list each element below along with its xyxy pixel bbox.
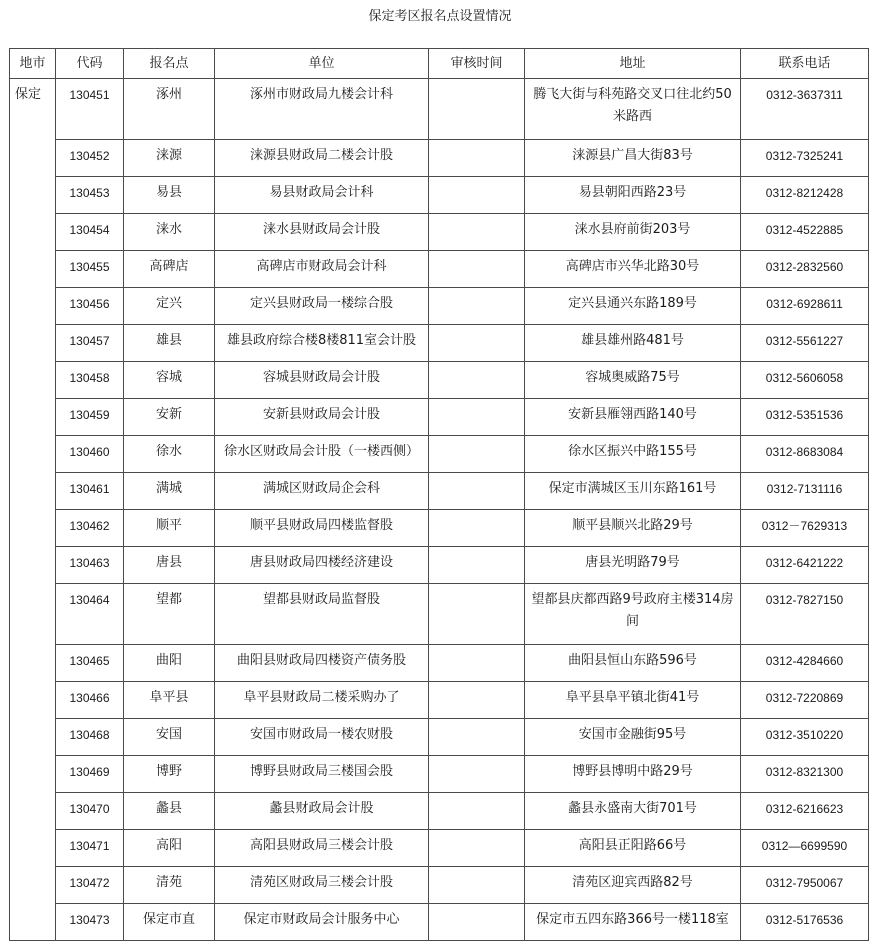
code-cell: 130455 bbox=[56, 251, 124, 288]
phone-cell: 0312-5561227 bbox=[741, 325, 869, 362]
address-cell: 涞水县府前街203号 bbox=[525, 214, 741, 251]
review-time-cell bbox=[429, 251, 525, 288]
review-time-cell bbox=[429, 645, 525, 682]
table-row bbox=[10, 867, 869, 904]
unit-cell: 容城县财政局会计股 bbox=[215, 362, 429, 399]
code-cell: 130462 bbox=[56, 510, 124, 547]
code-cell: 130469 bbox=[56, 756, 124, 793]
site-cell: 安新 bbox=[124, 399, 215, 436]
phone-cell: 0312-8683084 bbox=[741, 436, 869, 473]
table-row bbox=[10, 682, 869, 719]
table-row bbox=[10, 547, 869, 584]
phone-cell: 0312-4522885 bbox=[741, 214, 869, 251]
review-time-cell bbox=[429, 867, 525, 904]
code-cell: 130466 bbox=[56, 682, 124, 719]
unit-cell: 顺平县财政局四楼监督股 bbox=[215, 510, 429, 547]
header-row bbox=[10, 49, 869, 79]
code-cell: 130464 bbox=[56, 584, 124, 645]
phone-cell: 0312-5351536 bbox=[741, 399, 869, 436]
site-cell: 易县 bbox=[124, 177, 215, 214]
phone-cell: 0312-5606058 bbox=[741, 362, 869, 399]
phone-cell: 0312-7827150 bbox=[741, 584, 869, 645]
address-cell: 阜平县阜平镇北街41号 bbox=[525, 682, 741, 719]
phone-cell: 0312—6699590 bbox=[741, 830, 869, 867]
unit-cell: 涿州市财政局九楼会计科 bbox=[215, 79, 429, 140]
unit-cell: 涞水县财政局会计股 bbox=[215, 214, 429, 251]
table-row bbox=[10, 584, 869, 645]
address-cell: 高阳县正阳路66号 bbox=[525, 830, 741, 867]
code-cell: 130454 bbox=[56, 214, 124, 251]
address-cell: 易县朝阳西路23号 bbox=[525, 177, 741, 214]
phone-cell: 0312-6216623 bbox=[741, 793, 869, 830]
address-cell: 保定市满城区玉川东路161号 bbox=[525, 473, 741, 510]
table-row bbox=[10, 399, 869, 436]
site-cell: 望都 bbox=[124, 584, 215, 645]
code-cell: 130451 bbox=[56, 79, 124, 140]
column-header-code: 代码 bbox=[56, 49, 124, 79]
page-title: 保定考区报名点设置情况 bbox=[368, 9, 512, 24]
unit-cell: 蠡县财政局会计股 bbox=[215, 793, 429, 830]
review-time-cell bbox=[429, 436, 525, 473]
code-cell: 130472 bbox=[56, 867, 124, 904]
table-row bbox=[10, 510, 869, 547]
site-cell: 阜平县 bbox=[124, 682, 215, 719]
address-cell: 雄县雄州路481号 bbox=[525, 325, 741, 362]
phone-cell: 0312-5176536 bbox=[741, 904, 869, 941]
unit-cell: 满城区财政局企会科 bbox=[215, 473, 429, 510]
code-cell: 130473 bbox=[56, 904, 124, 941]
review-time-cell bbox=[429, 399, 525, 436]
address-cell: 容城奥威路75号 bbox=[525, 362, 741, 399]
review-time-cell bbox=[429, 510, 525, 547]
review-time-cell bbox=[429, 682, 525, 719]
address-cell: 博野县博明中路29号 bbox=[525, 756, 741, 793]
address-cell: 曲阳县恒山东路596号 bbox=[525, 645, 741, 682]
column-header-city: 地市 bbox=[10, 49, 56, 79]
address-cell: 保定市五四东路366号一楼118室 bbox=[525, 904, 741, 941]
unit-cell: 阜平县财政局二楼采购办了 bbox=[215, 682, 429, 719]
phone-cell: 0312-8321300 bbox=[741, 756, 869, 793]
code-cell: 130458 bbox=[56, 362, 124, 399]
column-header-address: 地址 bbox=[525, 49, 741, 79]
site-cell: 涞源 bbox=[124, 140, 215, 177]
unit-cell: 高碑店市财政局会计科 bbox=[215, 251, 429, 288]
unit-cell: 定兴县财政局一楼综合股 bbox=[215, 288, 429, 325]
table-row bbox=[10, 830, 869, 867]
phone-cell: 0312-3510220 bbox=[741, 719, 869, 756]
address-cell: 唐县光明路79号 bbox=[525, 547, 741, 584]
phone-cell: 0312-7950067 bbox=[741, 867, 869, 904]
unit-cell: 清苑区财政局三楼会计股 bbox=[215, 867, 429, 904]
review-time-cell bbox=[429, 177, 525, 214]
site-cell: 容城 bbox=[124, 362, 215, 399]
table-row bbox=[10, 904, 869, 941]
address-cell: 安新县雁翎西路140号 bbox=[525, 399, 741, 436]
phone-cell: 0312－7629313 bbox=[741, 510, 869, 547]
code-cell: 130465 bbox=[56, 645, 124, 682]
site-cell: 定兴 bbox=[124, 288, 215, 325]
address-cell: 定兴县通兴东路189号 bbox=[525, 288, 741, 325]
site-cell: 涞水 bbox=[124, 214, 215, 251]
phone-cell: 0312-4284660 bbox=[741, 645, 869, 682]
table-row bbox=[10, 288, 869, 325]
site-cell: 安国 bbox=[124, 719, 215, 756]
review-time-cell bbox=[429, 584, 525, 645]
unit-cell: 博野县财政局三楼国会股 bbox=[215, 756, 429, 793]
code-cell: 130452 bbox=[56, 140, 124, 177]
site-cell: 唐县 bbox=[124, 547, 215, 584]
unit-cell: 涞源县财政局二楼会计股 bbox=[215, 140, 429, 177]
phone-cell: 0312-6421222 bbox=[741, 547, 869, 584]
unit-cell: 高阳县财政局三楼会计股 bbox=[215, 830, 429, 867]
phone-cell: 0312-7220869 bbox=[741, 682, 869, 719]
address-cell: 蠡县永盛南大街701号 bbox=[525, 793, 741, 830]
unit-cell: 望都县财政局监督股 bbox=[215, 584, 429, 645]
table-row bbox=[10, 140, 869, 177]
table-row bbox=[10, 325, 869, 362]
review-time-cell bbox=[429, 140, 525, 177]
review-time-cell bbox=[429, 793, 525, 830]
site-cell: 曲阳 bbox=[124, 645, 215, 682]
unit-cell: 保定市财政局会计服务中心 bbox=[215, 904, 429, 941]
phone-cell: 0312-7325241 bbox=[741, 140, 869, 177]
unit-cell: 徐水区财政局会计股（一楼西侧） bbox=[215, 436, 429, 473]
address-cell: 高碑店市兴华北路30号 bbox=[525, 251, 741, 288]
code-cell: 130453 bbox=[56, 177, 124, 214]
site-cell: 满城 bbox=[124, 473, 215, 510]
address-cell: 安国市金融街95号 bbox=[525, 719, 741, 756]
unit-cell: 唐县财政局四楼经济建设 bbox=[215, 547, 429, 584]
code-cell: 130468 bbox=[56, 719, 124, 756]
review-time-cell bbox=[429, 288, 525, 325]
review-time-cell bbox=[429, 547, 525, 584]
site-cell: 高碑店 bbox=[124, 251, 215, 288]
unit-cell: 雄县政府综合楼8楼811室会计股 bbox=[215, 325, 429, 362]
table-row bbox=[10, 214, 869, 251]
code-cell: 130471 bbox=[56, 830, 124, 867]
review-time-cell bbox=[429, 79, 525, 140]
address-cell: 徐水区振兴中路155号 bbox=[525, 436, 741, 473]
table-row bbox=[10, 79, 869, 140]
code-cell: 130460 bbox=[56, 436, 124, 473]
column-header-phone: 联系电话 bbox=[741, 49, 869, 79]
code-cell: 130470 bbox=[56, 793, 124, 830]
table-row bbox=[10, 251, 869, 288]
table-row bbox=[10, 436, 869, 473]
site-cell: 清苑 bbox=[124, 867, 215, 904]
code-cell: 130459 bbox=[56, 399, 124, 436]
phone-cell: 0312-8212428 bbox=[741, 177, 869, 214]
review-time-cell bbox=[429, 214, 525, 251]
address-cell: 望都县庆都西路9号政府主楼314房间 bbox=[525, 584, 741, 645]
site-cell: 保定市直 bbox=[124, 904, 215, 941]
address-cell: 涞源县广昌大街83号 bbox=[525, 140, 741, 177]
site-cell: 博野 bbox=[124, 756, 215, 793]
table-row bbox=[10, 177, 869, 214]
site-cell: 徐水 bbox=[124, 436, 215, 473]
review-time-cell bbox=[429, 473, 525, 510]
review-time-cell bbox=[429, 830, 525, 867]
address-cell: 清苑区迎宾西路82号 bbox=[525, 867, 741, 904]
column-header-review-time: 审核时间 bbox=[429, 49, 525, 79]
site-cell: 顺平 bbox=[124, 510, 215, 547]
review-time-cell bbox=[429, 719, 525, 756]
phone-cell: 0312-2832560 bbox=[741, 251, 869, 288]
table-row bbox=[10, 645, 869, 682]
review-time-cell bbox=[429, 362, 525, 399]
phone-cell: 0312-7131116 bbox=[741, 473, 869, 510]
unit-cell: 安国市财政局一楼农财股 bbox=[215, 719, 429, 756]
site-cell: 蠡县 bbox=[124, 793, 215, 830]
code-cell: 130456 bbox=[56, 288, 124, 325]
address-cell: 顺平县顺兴北路29号 bbox=[525, 510, 741, 547]
review-time-cell bbox=[429, 904, 525, 941]
unit-cell: 安新县财政局会计股 bbox=[215, 399, 429, 436]
column-header-unit: 单位 bbox=[215, 49, 429, 79]
site-cell: 涿州 bbox=[124, 79, 215, 140]
registration-sites-table bbox=[9, 48, 869, 941]
site-cell: 雄县 bbox=[124, 325, 215, 362]
table-row bbox=[10, 473, 869, 510]
code-cell: 130457 bbox=[56, 325, 124, 362]
review-time-cell bbox=[429, 325, 525, 362]
table-row bbox=[10, 362, 869, 399]
site-cell: 高阳 bbox=[124, 830, 215, 867]
table-row bbox=[10, 719, 869, 756]
table-row bbox=[10, 756, 869, 793]
address-cell: 腾飞大街与科苑路交叉口往北约50米路西 bbox=[525, 79, 741, 140]
column-header-site: 报名点 bbox=[124, 49, 215, 79]
city-cell: 保定 bbox=[10, 79, 56, 941]
code-cell: 130463 bbox=[56, 547, 124, 584]
phone-cell: 0312-6928611 bbox=[741, 288, 869, 325]
phone-cell: 0312-3637311 bbox=[741, 79, 869, 140]
unit-cell: 易县财政局会计科 bbox=[215, 177, 429, 214]
table-row bbox=[10, 793, 869, 830]
code-cell: 130461 bbox=[56, 473, 124, 510]
review-time-cell bbox=[429, 756, 525, 793]
unit-cell: 曲阳县财政局四楼资产债务股 bbox=[215, 645, 429, 682]
